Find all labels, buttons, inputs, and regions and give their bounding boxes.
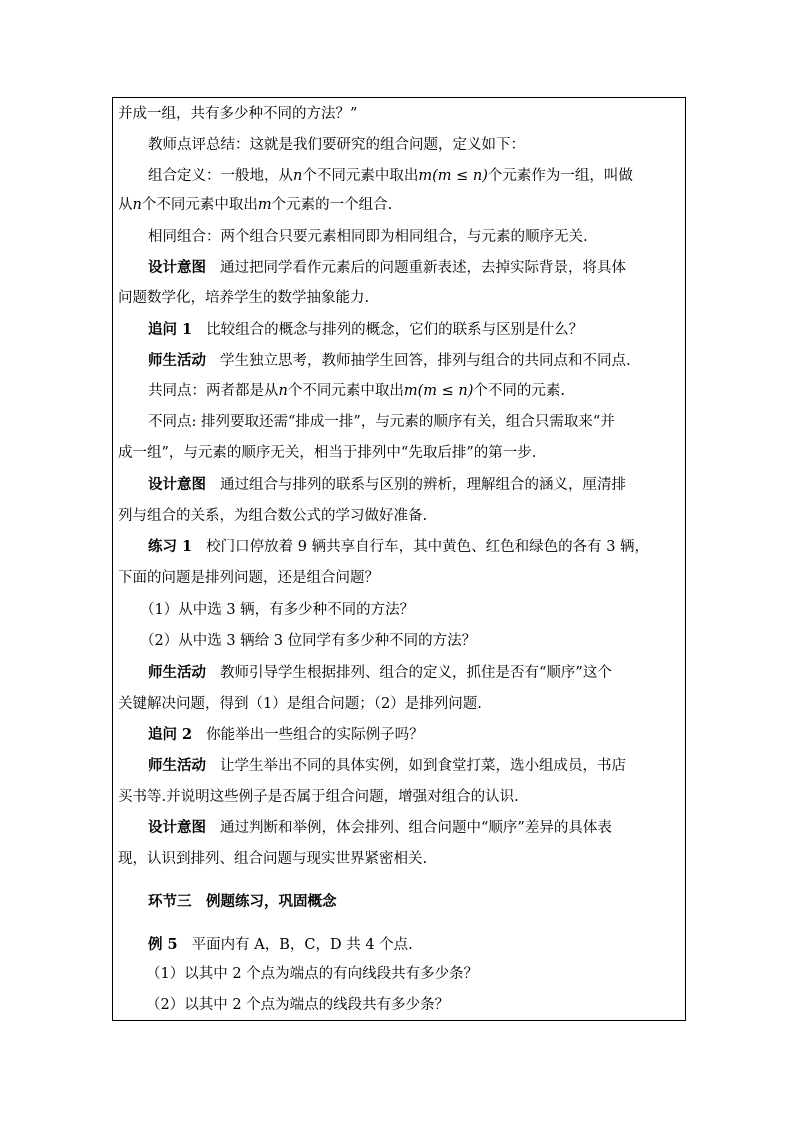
text-line: （1）从中选 3 辆，有多少种不同的方法？ (140, 602, 415, 618)
text-line: 问题数学化，培养学生的数学抽象能力. (118, 290, 370, 306)
teacher-student-activity: 师生活动 让学生举出不同的具体实例，如到食堂打菜，选小组成员，书店 (148, 757, 626, 774)
design-intent: 设计意图 通过判断和举例，体会排列、组合问题中“顺序”差异的具体表 (148, 819, 612, 836)
follow-up-question: 追问 2 你能举出一些组合的实际例子吗？ (148, 726, 424, 743)
section-heading: 环节三 例题练习，巩固概念 (148, 893, 337, 910)
text-line: 共同点：两者都是从n个不同元素中取出m(m ≤ n)个不同的元素. (148, 383, 565, 399)
text-line: 相同组合：两个组合只要元素相同即为相同组合，与元素的顺序无关. (148, 229, 588, 245)
design-intent: 设计意图 通过组合与排列的联系与区别的辨析，理解组合的涵义，厘清排 (148, 476, 626, 493)
content-table-cell (112, 97, 686, 1021)
text-line: （1）以其中 2 个点为端点的有向线段共有多少条？ (146, 966, 479, 982)
text-line: 买书等.并说明这些例子是否属于组合问题，增强对组合的认识. (118, 789, 519, 805)
text-line: 成一组”，与元素的顺序无关，相当于排列中“先取后排”的第一步. (118, 445, 537, 461)
design-intent: 设计意图 通过把同学看作元素后的问题重新表述，去掉实际背景，将具体 (148, 259, 626, 276)
text-line: 从n个不同元素中取出m个元素的一个组合. (118, 197, 393, 213)
teacher-student-activity: 师生活动 教师引导学生根据排列、组合的定义，抓住是否有“顺序”这个 (148, 664, 612, 681)
text-line: 关键解决问题，得到（1）是组合问题；（2）是排列问题. (118, 696, 482, 712)
follow-up-question: 追问 1 比较组合的概念与排列的概念，它们的联系与区别是什么？ (148, 321, 584, 338)
teacher-student-activity: 师生活动 学生独立思考，教师抽学生回答，排列与组合的共同点和不同点. (148, 352, 631, 369)
text-line: 教师点评总结：这就是我们要研究的组合问题，定义如下： (148, 137, 525, 153)
text-line: （2）从中选 3 辆给 3 位同学有多少种不同的方法？ (140, 633, 477, 649)
exercise: 练习 1 校门口停放着 9 辆共享自行车，其中黄色、红色和绿色的各有 3 辆， (148, 538, 650, 555)
text-line: 现，认识到排列、组合问题与现实世界紧密相关. (118, 851, 428, 867)
text-line: 不同点: 排列要取还需“排成一排”，与元素的顺序有关，组合只需取来“并 (148, 414, 615, 430)
combination-definition: 组合定义：一般地，从n个不同元素中取出m(m ≤ n)个元素作为一组，叫做 (148, 168, 633, 184)
text-line: 列与组合的关系，为组合数公式的学习做好准备. (118, 508, 428, 524)
text-line: 下面的问题是排列问题，还是组合问题？ (118, 570, 379, 586)
text-line: （2）以其中 2 个点为端点的线段共有多少条？ (146, 997, 450, 1013)
text-line: 并成一组，共有多少种不同的方法？” (118, 106, 358, 122)
example: 例 5 平面内有 A，B，C，D 共 4 个点. (148, 936, 413, 953)
